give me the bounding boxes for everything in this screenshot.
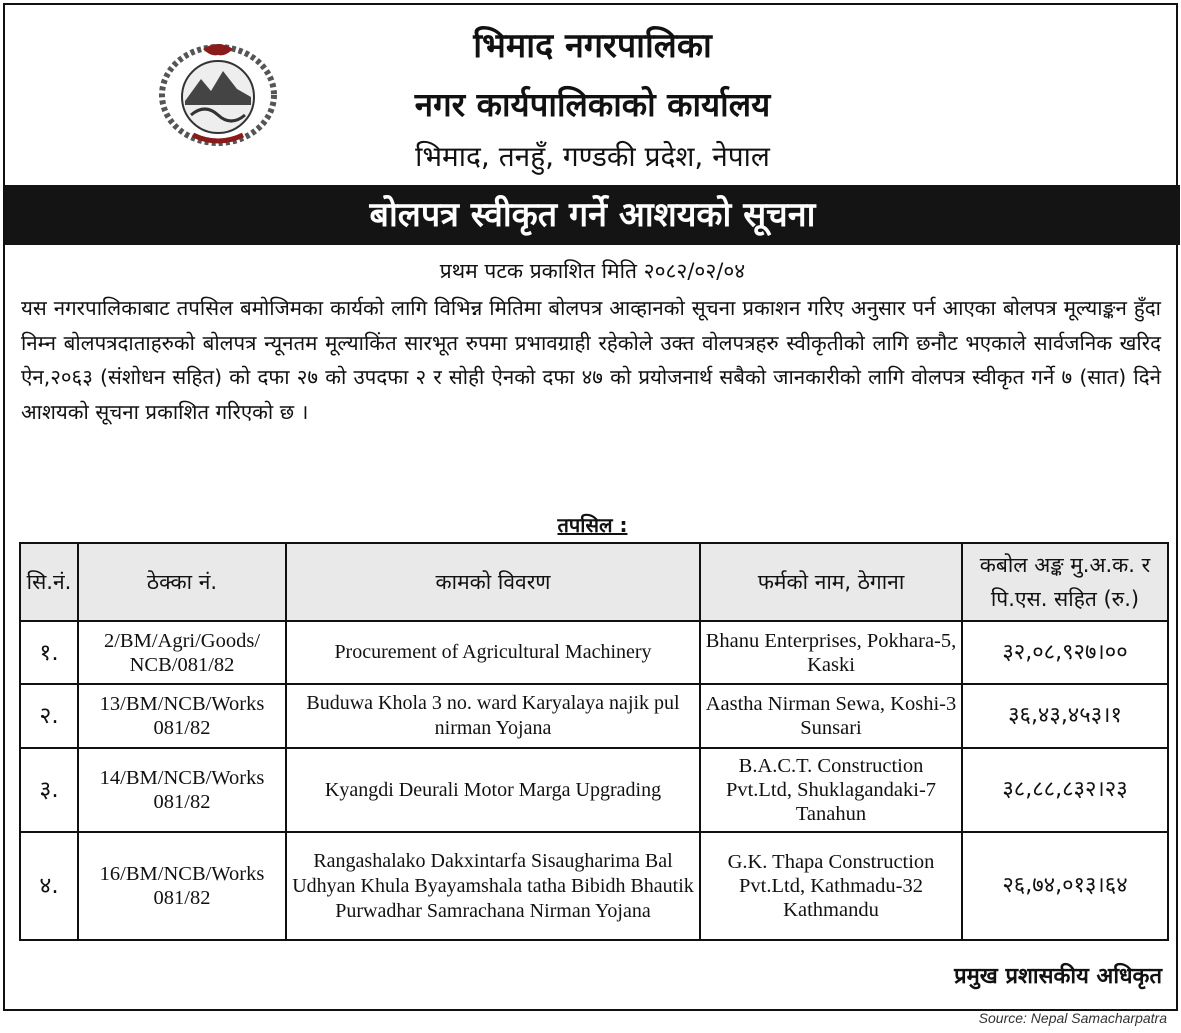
row-firm: G.K. Thapa Construction Pvt.Ltd, Kathmadu-32 Kathmandu [700,832,962,940]
row-sn: १. [20,621,78,684]
row-firm: Bhanu Enterprises, Pokhara-5, Kaski [700,621,962,684]
row-sn: २. [20,684,78,748]
table-row [20,832,1168,940]
row-sn: ३. [20,748,78,832]
row-description: Procurement of Agricultural Machinery [286,621,700,684]
row-amount: २६,७४,०१३।६४ [962,832,1168,940]
signatory-title: प्रमुख प्रशासकीय अधिकृत [954,964,1162,989]
row-amount: ३२,०८,९२७।०० [962,621,1168,684]
publish-date: प्रथम पटक प्रकाशित मिति २०८२/०२/०४ [439,259,746,283]
office-name: नगर कार्यपालिकाको कार्यालय [414,85,771,124]
header-amount: कबोल अङ्क मु.अ.क. र पि.एस. सहित (रु.) [962,543,1168,621]
notice-title-banner: बोलपत्र स्वीकृत गर्ने आशयको सूचना [5,185,1180,245]
row-contract-no: 13/BM/NCB/Works 081/82 [78,684,286,748]
table-title [5,511,1180,538]
row-firm: Aastha Nirman Sewa, Koshi-3 Sunsari [700,684,962,748]
notice-sheet [3,3,1178,1011]
source-credit: Source: Nepal Samacharpatra [978,1010,1167,1026]
row-contract-no: 16/BM/NCB/Works 081/82 [78,832,286,940]
row-amount: ३६,४३,४५३।१ [962,684,1168,748]
row-description: Rangashalako Dakxintarfa Sisaugharima Bal Udhyan Khula Byayamshala tatha Bibidh Bhautik Purwadhar Samrachana Nirman Yojana [286,832,700,940]
header-sn: सि.नं. [20,543,78,621]
notice-body-paragraph: यस नगरपालिकाबाट तपसिल बमोजिमका कार्यको लागि विभिन्न मितिमा बोलपत्र आव्हानको सूचना प्रकाशन गरिए अनुसार पर्न आएका बोलपत्र मूल्याङ्कन हुँदा निम्न बोलपत्रदाताहरुको बोलपत्र न्यूनतम मूल्याकिंत सारभूत रुपमा प्रभावग्राही रहेकोले उक्त वोलपत्रहरु स्वीकृतीको लागि छनौट भएकाले सार्वजनिक खरिद ऐन,२०६३ (संशोधन सहित) को दफा २७ को उपदफा २ र सोही ऐनको दफा ४७ को प्रयोजनार्थ सबैको जानकारीको लागि वोलपत्र स्वीकृत गर्ने ७ (सात) दिने आशयको सूचना प्रकाशित गरिएको छ । [21,296,1161,424]
header-description: कामको विवरण [286,543,700,621]
row-description: Kyangdi Deurali Motor Marga Upgrading [286,748,700,832]
row-description: Buduwa Khola 3 no. ward Karyalaya najik pul nirman Yojana [286,684,700,748]
table-header-row [20,543,1168,621]
row-firm: B.A.C.T. Construction Pvt.Ltd, Shuklagandaki-7 Tanahun [700,748,962,832]
row-contract-no: 14/BM/NCB/Works 081/82 [78,748,286,832]
header-contract-no: ठेक्का नं. [78,543,286,621]
row-sn: ४. [20,832,78,940]
table-title-text: तपसिल : [557,513,628,537]
table-row [20,621,1168,684]
municipality-name: भिमाद नगरपालिका [473,26,712,66]
row-contract-no: 2/BM/Agri/Goods/ NCB/081/82 [78,621,286,684]
table-row [20,684,1168,748]
row-amount: ३८,८८,८३२।२३ [962,748,1168,832]
bid-table [19,542,1169,941]
office-address: भिमाद, तनहुँ, गण्डकी प्रदेश, नेपाल [415,140,770,173]
header-firm: फर्मको नाम, ठेगाना [700,543,962,621]
table-row [20,748,1168,832]
